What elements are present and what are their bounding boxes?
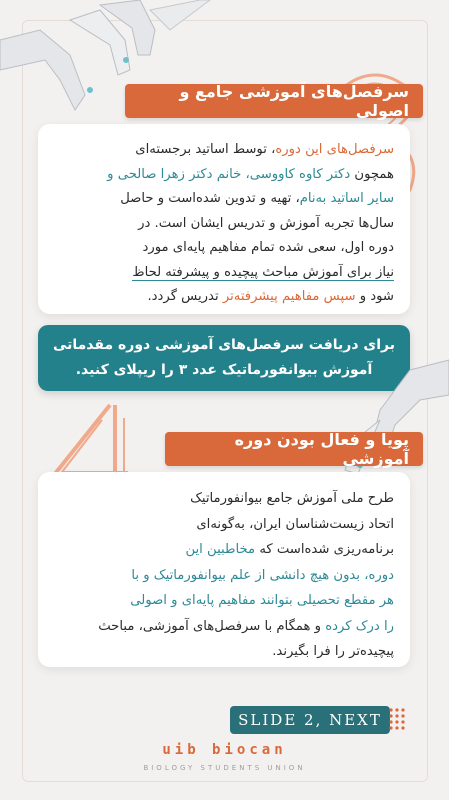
text-line [54,236,394,261]
brand-tagline: BIOLOGY STUDENTS UNION [143,764,306,772]
brand-logo: uib biocan [162,742,287,758]
banner-line-2: آموزش بیوانفورماتیک عدد ۳ را ریپلای کنید. [75,362,373,378]
next-slide-label: SLIDE 2, NEXT [238,711,382,729]
text-segment: و همگام با سرفصل‌های آموزشی، مباحث [98,618,326,634]
text-line [54,212,394,237]
text-line [54,639,394,665]
text-line [54,187,394,212]
text-line [54,588,394,614]
text-segment: ، تهیه و تدوین شده‌است و حاصل [120,191,300,206]
text-segment: دکتر کاوه کاووسی، خانم دکتر زهرا صالحی و [107,166,351,182]
text-segment: دوره اول، سعی شده تمام مفاهیم پایه‌ای مورد [142,240,394,255]
text-segment: نیاز برای آموزش مباحث پیچیده و پیشرفته لحاظ [132,264,394,280]
section-title-bar-2 [165,432,423,466]
text-segment: سال‌ها تجربه آموزش و تدریس ایشان است. در [138,215,394,231]
text-segment: دوره، بدون هیچ دانشی از علم بیوانفورماتیک و با [131,567,394,583]
text-segment: همچون [350,166,394,182]
text-segment: هر مقطع تحصیلی بتوانند مفاهیم پایه‌ای و اصولی [130,593,394,608]
text-segment: ، توسط اساتید برجسته‌ای [135,142,276,157]
text-segment: مخاطبین این [185,542,256,557]
text-line [54,138,394,163]
text-line [54,563,394,589]
card1-text [54,138,394,310]
text-line [54,537,394,563]
text-line [54,486,394,512]
text-line [54,163,394,188]
section2-title: پویا و فعال بودن دوره آموزشی [234,430,409,468]
content-card-2 [38,472,410,667]
card2-text [54,486,394,665]
text-line [54,614,394,640]
text-segment: طرح ملی آموزش جامع بیوانفورماتیک [190,491,394,506]
text-segment: را درک کرده [325,618,394,634]
text-segment: پیچیده‌تر را فرا بگیرند. [272,644,394,659]
text-segment: اتحاد زیست‌شناسان ایران، به‌گونه‌ای [196,516,394,532]
next-slide-button[interactable] [230,706,390,734]
text-line [54,512,394,538]
text-line [54,261,394,286]
text-segment: سپس مفاهیم پیشرفته‌تر [222,289,356,304]
text-line [54,285,394,310]
text-segment: سرفصل‌های این دوره [275,142,394,157]
text-segment: سایر اساتید به‌نام [299,191,394,206]
section-title-bar [125,84,423,118]
text-segment: شود و [355,289,394,304]
text-segment: برنامه‌ریزی شده‌است که [255,542,394,557]
section1-title: سرفصل‌های آموزشی جامع و اصولی [179,82,409,120]
banner-line-1: برای دریافت سرفصل‌های آموزشی دوره مقدماتی [52,337,396,353]
text-segment: تدریس گردد. [147,289,223,304]
content-card-1 [38,124,410,314]
dots-grid-icon [388,707,408,733]
